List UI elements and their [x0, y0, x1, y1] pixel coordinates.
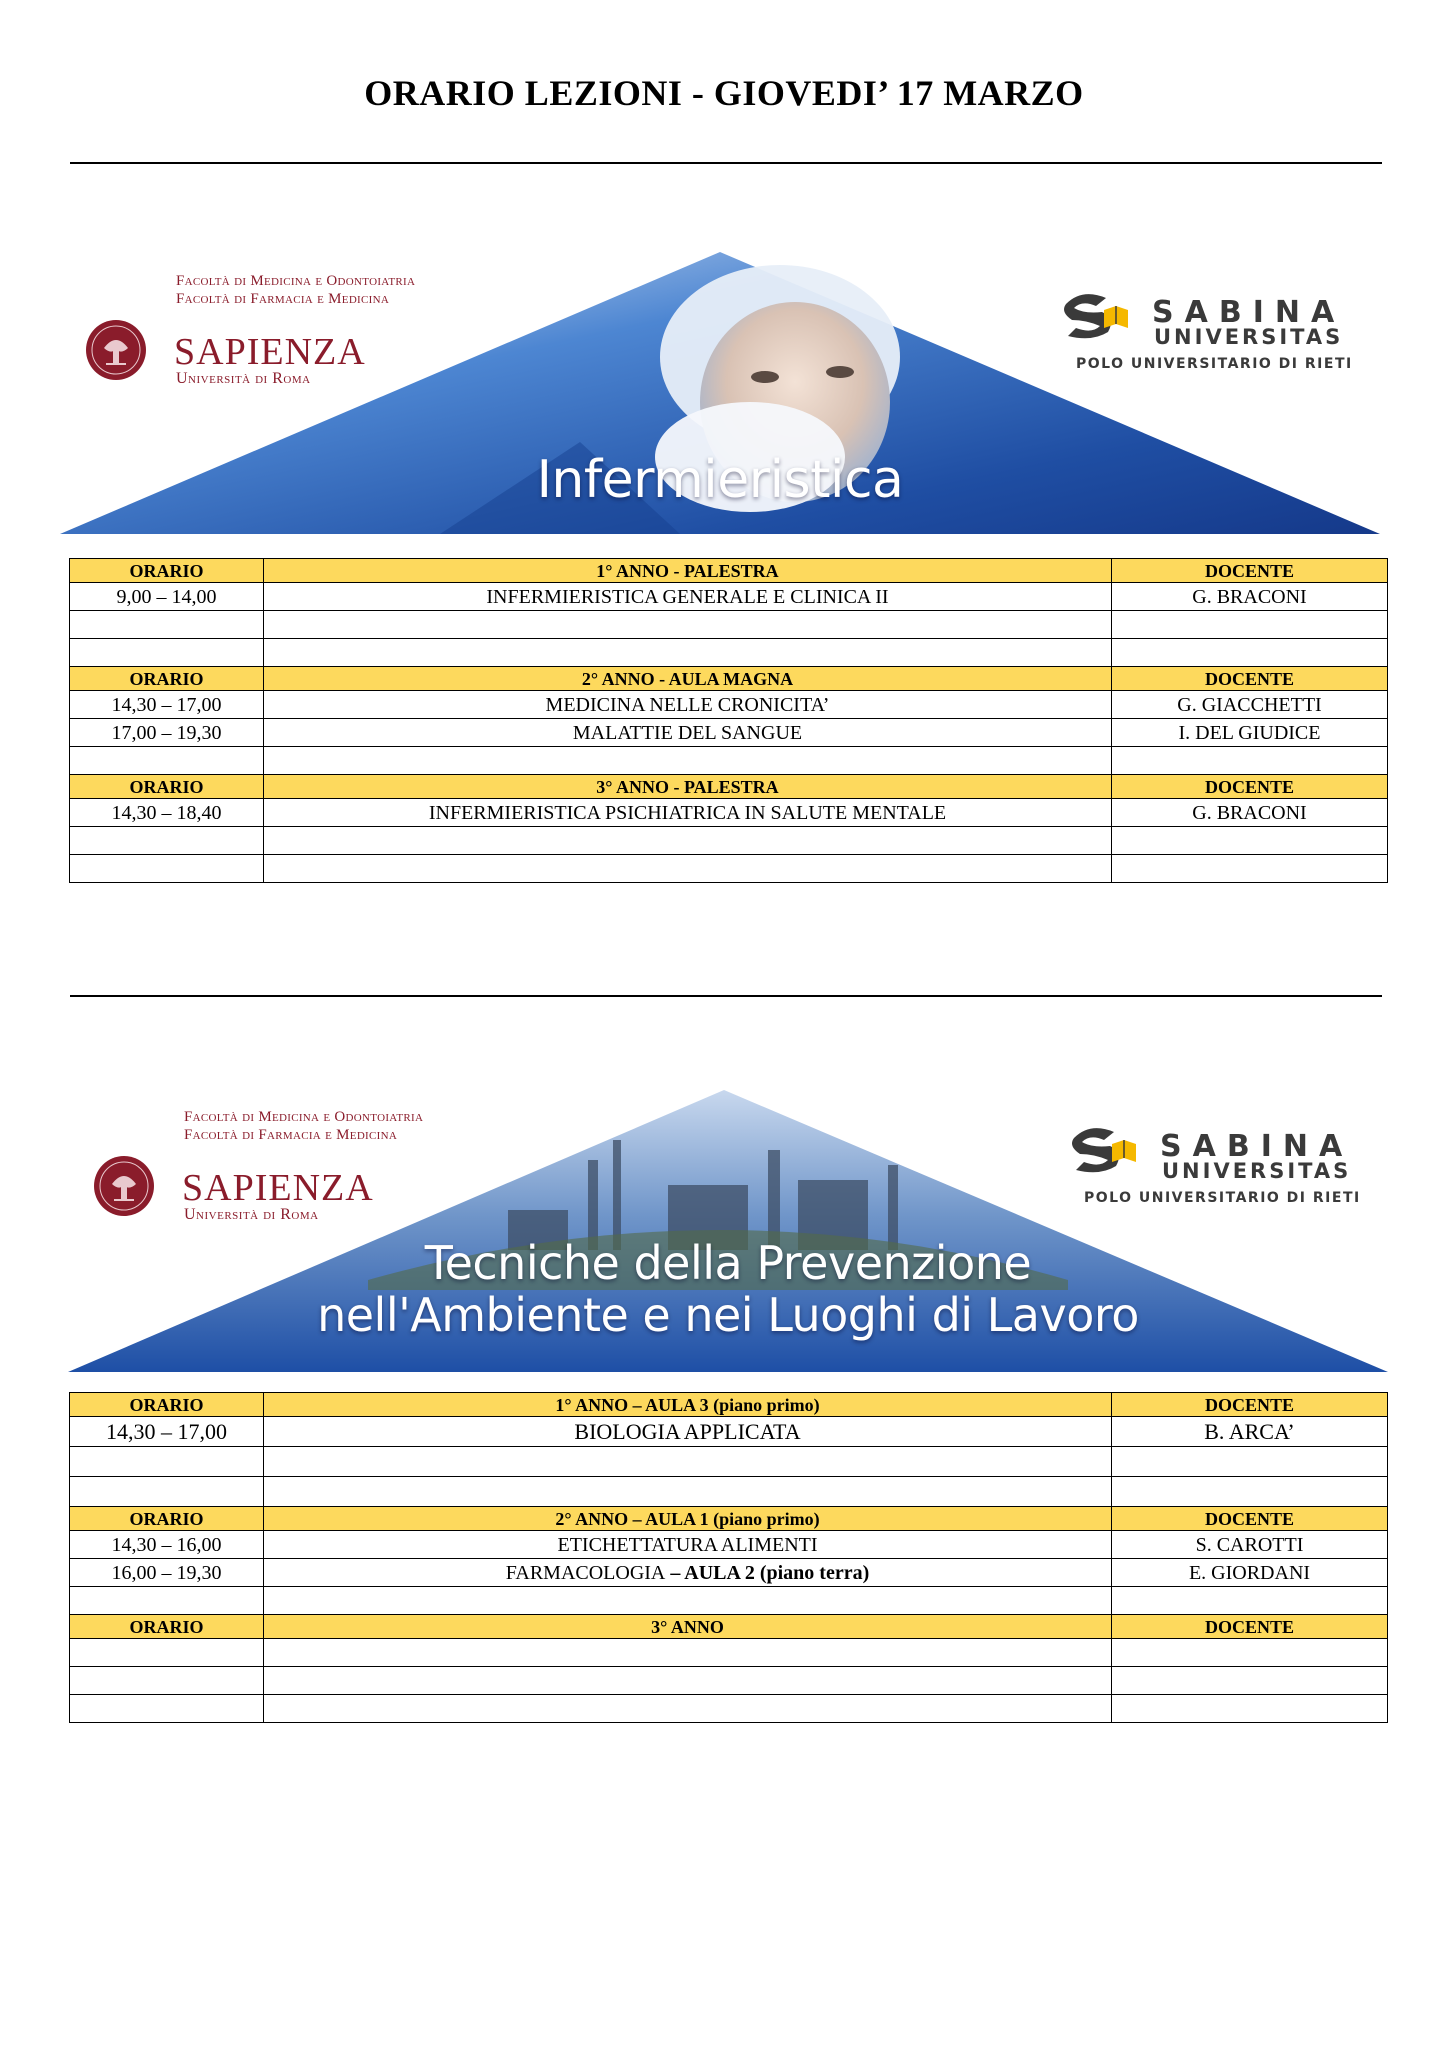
subject-cell: [264, 827, 1112, 855]
table-row: [70, 1587, 1388, 1615]
orario-header: ORARIO: [70, 775, 264, 799]
time-cell: [70, 855, 264, 883]
sapienza-name: SAPIENZA: [182, 1167, 374, 1209]
banner-title: Tecniche della Prevenzione: [424, 1236, 1032, 1290]
time-cell: [70, 1667, 264, 1695]
sabina-name: SABINA: [1152, 295, 1346, 330]
sapienza-subtitle: Università di Roma: [176, 370, 311, 387]
teacher-cell: [1112, 1447, 1388, 1477]
faculty-line-2: Facoltà di Farmacia e Medicina: [176, 291, 390, 307]
teacher-cell: E. GIORDANI: [1112, 1559, 1388, 1587]
subject-cell: MALATTIE DEL SANGUE: [264, 719, 1112, 747]
table-row: [70, 1667, 1388, 1695]
table-row: [70, 583, 1388, 611]
sabina-book-icon: [1070, 1126, 1140, 1174]
teacher-cell: G. BRACONI: [1112, 799, 1388, 827]
faculty-line-1: Facoltà di Medicina e Odontoiatria: [176, 273, 416, 289]
time-cell: [70, 747, 264, 775]
polo-rieti: POLO UNIVERSITARIO DI RIETI: [1076, 356, 1353, 372]
table-row: [70, 799, 1388, 827]
banner-title: Infermieristica: [536, 450, 904, 510]
polo-rieti: POLO UNIVERSITARIO DI RIETI: [1084, 1190, 1361, 1206]
sabina-name: SABINA: [1160, 1129, 1354, 1164]
subject-cell: [264, 611, 1112, 639]
orario-header: ORARIO: [70, 1393, 264, 1417]
subject-cell: [264, 1447, 1112, 1477]
divider-middle: [70, 995, 1382, 997]
page-title: ORARIO LEZIONI - GIOVEDI’ 17 MARZO: [364, 73, 1084, 113]
time-cell: [70, 1477, 264, 1507]
table-header-row: [70, 1507, 1388, 1531]
docente-header: DOCENTE: [1112, 1393, 1388, 1417]
orario-header: ORARIO: [70, 1615, 264, 1639]
teacher-cell: [1112, 639, 1388, 667]
table-row: [70, 827, 1388, 855]
room-note: – AULA 2 (piano terra): [665, 1561, 870, 1584]
subject-cell: [264, 1667, 1112, 1695]
orario-header: ORARIO: [70, 559, 264, 583]
subject-cell: [264, 1639, 1112, 1667]
year-header: 3° ANNO - PALESTRA: [264, 775, 1112, 799]
subject-cell: [264, 1695, 1112, 1723]
table-row: [70, 1639, 1388, 1667]
teacher-cell: [1112, 611, 1388, 639]
banner-title-line2: nell'Ambiente e nei Luoghi di Lavoro: [317, 1288, 1139, 1342]
subject-cell: [264, 639, 1112, 667]
teacher-cell: G. BRACONI: [1112, 583, 1388, 611]
subject-cell: [264, 1587, 1112, 1615]
schedule-table-prevenzione: [69, 1392, 1388, 1723]
table-row: [70, 1417, 1388, 1447]
subject-text: FARMACOLOGIA: [505, 1561, 666, 1584]
teacher-cell: B. ARCA’: [1112, 1417, 1388, 1447]
sapienza-seal-icon: [92, 1154, 156, 1218]
universitas-name: UNIVERSITAS: [1154, 325, 1344, 349]
time-cell: [70, 1695, 264, 1723]
table-row: [70, 639, 1388, 667]
teacher-cell: [1112, 1695, 1388, 1723]
year-header: 3° ANNO: [264, 1615, 1112, 1639]
teacher-cell: [1112, 747, 1388, 775]
table-row: [70, 747, 1388, 775]
teacher-cell: G. GIACCHETTI: [1112, 691, 1388, 719]
time-cell: [70, 1587, 264, 1615]
time-cell: 9,00 – 14,00: [70, 583, 264, 611]
teacher-cell: [1112, 1639, 1388, 1667]
table-row: [70, 1559, 1388, 1587]
subject-cell: INFERMIERISTICA PSICHIATRICA IN SALUTE MENTALE: [264, 799, 1112, 827]
divider-top: [70, 162, 1382, 164]
table-header-row: [70, 1615, 1388, 1639]
time-cell: [70, 1639, 264, 1667]
table-header-row: [70, 1393, 1388, 1417]
teacher-cell: S. CAROTTI: [1112, 1531, 1388, 1559]
table-header-row: [70, 775, 1388, 799]
subject-cell: MEDICINA NELLE CRONICITA’: [264, 691, 1112, 719]
time-cell: [70, 611, 264, 639]
time-cell: 14,30 – 16,00: [70, 1531, 264, 1559]
year-header: 2° ANNO - AULA MAGNA: [264, 667, 1112, 691]
docente-header: DOCENTE: [1112, 775, 1388, 799]
table-row: [70, 1477, 1388, 1507]
table-row: [70, 611, 1388, 639]
orario-header: ORARIO: [70, 1507, 264, 1531]
sabina-book-icon: [1062, 292, 1132, 340]
banner-prevenzione: [68, 1090, 1388, 1375]
time-cell: 17,00 – 19,30: [70, 719, 264, 747]
docente-header: DOCENTE: [1112, 667, 1388, 691]
schedule-table-infermieristica: [69, 558, 1388, 883]
time-cell: 16,00 – 19,30: [70, 1559, 264, 1587]
time-cell: [70, 827, 264, 855]
subject-cell: INFERMIERISTICA GENERALE E CLINICA II: [264, 583, 1112, 611]
teacher-cell: [1112, 827, 1388, 855]
teacher-cell: [1112, 1587, 1388, 1615]
teacher-cell: I. DEL GIUDICE: [1112, 719, 1388, 747]
docente-header: DOCENTE: [1112, 559, 1388, 583]
table-row: [70, 855, 1388, 883]
table-row: [70, 691, 1388, 719]
table-row: [70, 1531, 1388, 1559]
time-cell: 14,30 – 18,40: [70, 799, 264, 827]
table-header-row: [70, 667, 1388, 691]
universitas-name: UNIVERSITAS: [1162, 1159, 1352, 1183]
subject-cell: [264, 1559, 1112, 1587]
docente-header: DOCENTE: [1112, 1507, 1388, 1531]
banner-infermieristica: [60, 252, 1380, 537]
teacher-cell: [1112, 1477, 1388, 1507]
table-header-row: [70, 559, 1388, 583]
orario-header: ORARIO: [70, 667, 264, 691]
teacher-cell: [1112, 855, 1388, 883]
time-cell: [70, 1447, 264, 1477]
time-cell: [70, 639, 264, 667]
table-row: [70, 719, 1388, 747]
time-cell: 14,30 – 17,00: [70, 691, 264, 719]
sapienza-seal-icon: [84, 318, 148, 382]
faculty-line-2: Facoltà di Farmacia e Medicina: [184, 1127, 398, 1143]
year-header: 1° ANNO – AULA 3 (piano primo): [264, 1393, 1112, 1417]
time-cell: 14,30 – 17,00: [70, 1417, 264, 1447]
docente-header: DOCENTE: [1112, 1615, 1388, 1639]
teacher-cell: [1112, 1667, 1388, 1695]
sapienza-name: SAPIENZA: [174, 331, 366, 373]
faculty-line-1: Facoltà di Medicina e Odontoiatria: [184, 1109, 424, 1125]
table-row: [70, 1447, 1388, 1477]
subject-cell: [264, 855, 1112, 883]
year-header: 2° ANNO – AULA 1 (piano primo): [264, 1507, 1112, 1531]
year-header: 1° ANNO - PALESTRA: [264, 559, 1112, 583]
table-row: [70, 1695, 1388, 1723]
subject-cell: BIOLOGIA APPLICATA: [264, 1417, 1112, 1447]
subject-cell: [264, 747, 1112, 775]
subject-cell: ETICHETTATURA ALIMENTI: [264, 1531, 1112, 1559]
sapienza-subtitle: Università di Roma: [184, 1206, 319, 1223]
subject-cell: [264, 1477, 1112, 1507]
